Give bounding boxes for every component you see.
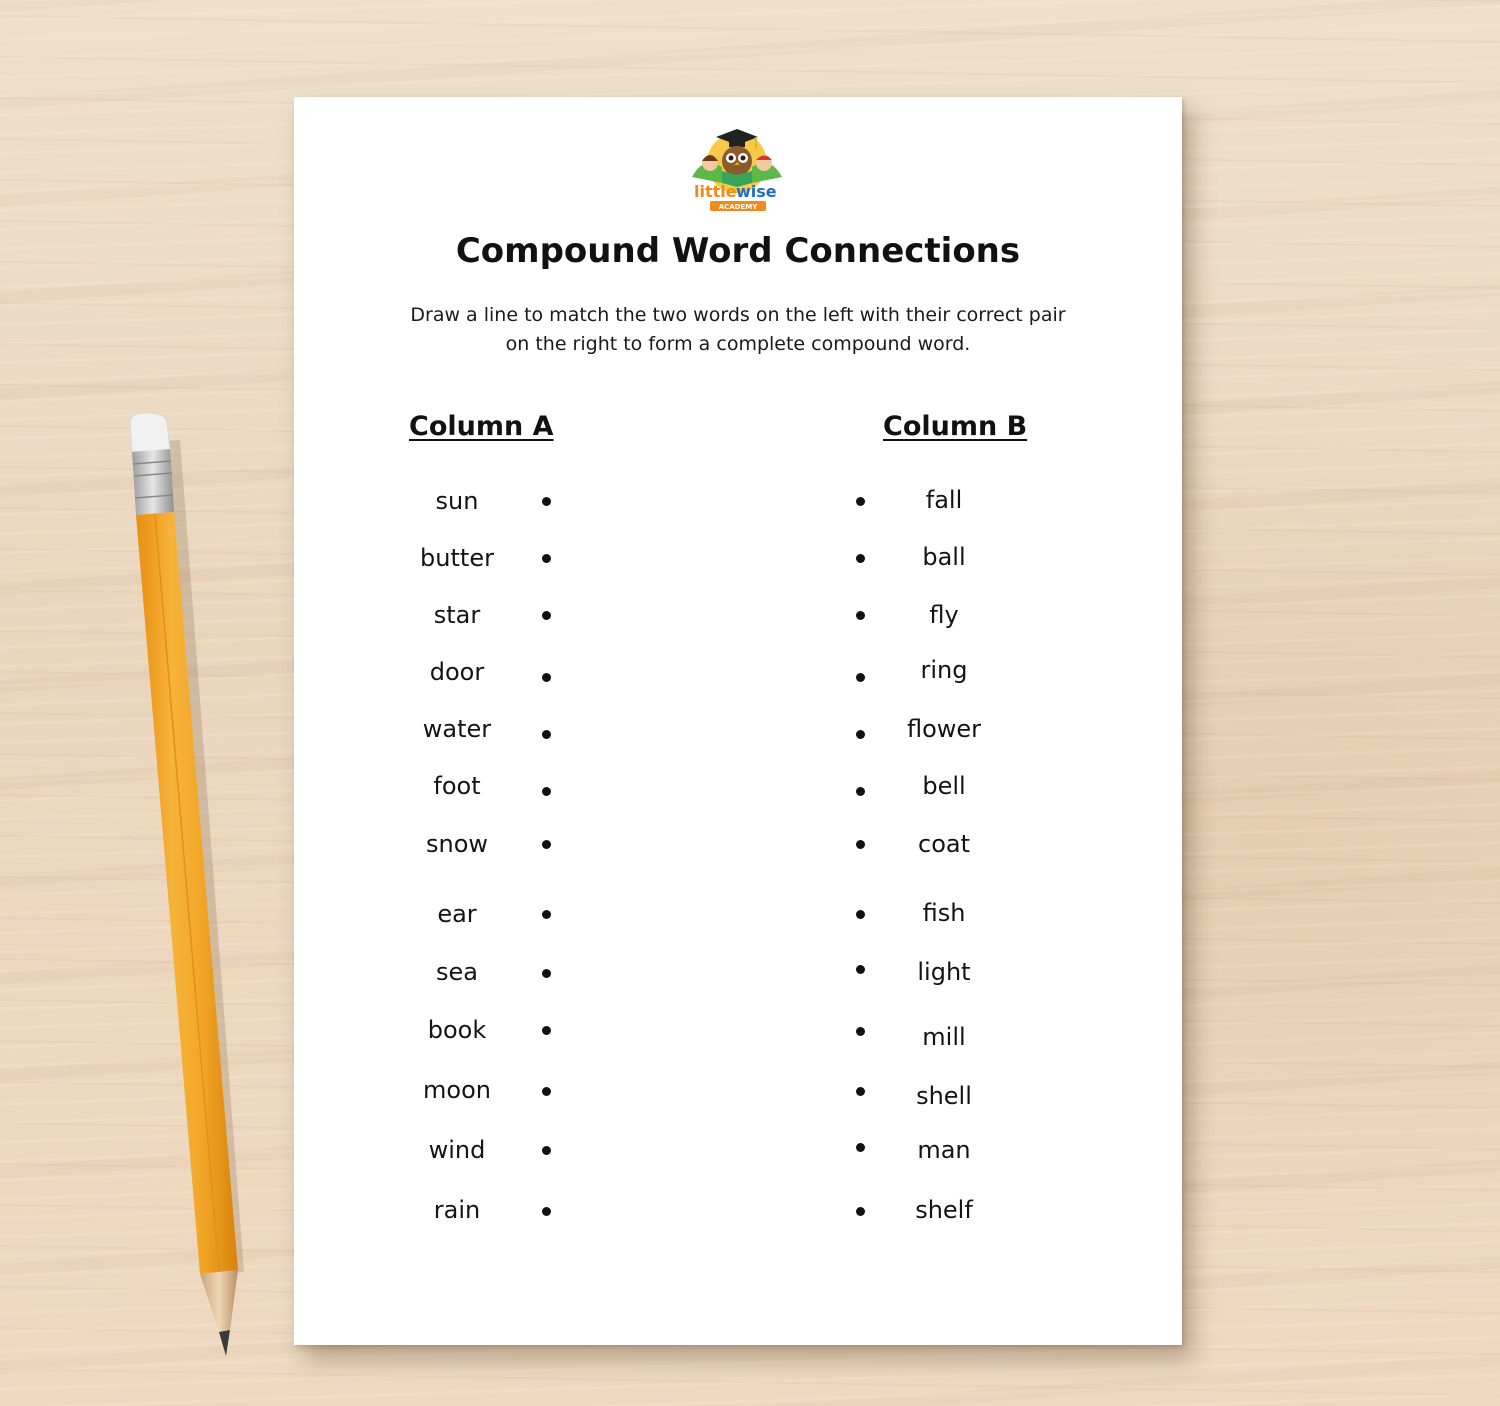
column-b-word: shell (916, 1082, 972, 1110)
column-a-word: door (429, 658, 485, 686)
column-b-word: coat (918, 830, 970, 858)
column-b-word: light (917, 958, 971, 986)
column-b-word: fish (922, 899, 966, 927)
bullet-dot-icon[interactable] (542, 910, 551, 919)
logo-word-little: little (694, 182, 737, 201)
column-a-word: book (427, 1016, 487, 1044)
bullet-dot-icon[interactable] (856, 730, 865, 739)
worksheet-paper (294, 97, 1182, 1345)
bullet-dot-icon[interactable] (856, 840, 865, 849)
bullet-dot-icon[interactable] (856, 1143, 865, 1152)
instructions-line-1: Draw a line to match the two words on the left with their correct pair (410, 304, 1066, 326)
column-a-word: moon (423, 1076, 491, 1104)
instructions-line-2: on the right to form a complete compound word. (505, 333, 971, 355)
column-b-word: ball (922, 543, 966, 571)
bullet-dot-icon[interactable] (856, 910, 865, 919)
bullet-dot-icon[interactable] (542, 1026, 551, 1035)
column-b-word: fly (929, 601, 959, 629)
column-a-word: butter (420, 544, 494, 572)
column-b-word: bell (922, 772, 966, 800)
bullet-dot-icon[interactable] (542, 1087, 551, 1096)
bullet-dot-icon[interactable] (542, 673, 551, 682)
column-a-word: star (433, 601, 481, 629)
column-b-word: shelf (915, 1196, 973, 1224)
bullet-dot-icon[interactable] (542, 969, 551, 978)
worksheet-instructions (294, 301, 1182, 359)
column-a-word: ear (437, 900, 477, 928)
column-a-word: foot (433, 772, 481, 800)
bullet-dot-icon[interactable] (856, 1027, 865, 1036)
column-b-word: fall (925, 486, 963, 514)
column-b-word: flower (906, 715, 982, 743)
bullet-dot-icon[interactable] (856, 965, 865, 974)
column-a-word: wind (428, 1136, 486, 1164)
column-a-word: sea (436, 958, 478, 986)
bullet-dot-icon[interactable] (542, 840, 551, 849)
bullet-dot-icon[interactable] (542, 730, 551, 739)
column-a-word: water (422, 715, 492, 743)
bullet-dot-icon[interactable] (542, 787, 551, 796)
column-b-word: man (917, 1136, 971, 1164)
worksheet-title: Compound Word Connections (455, 231, 1021, 271)
pencil-icon (118, 412, 248, 1362)
bullet-dot-icon[interactable] (542, 497, 551, 506)
column-a-word: snow (425, 830, 489, 858)
column-a-word: sun (435, 487, 479, 515)
column-a-word: rain (433, 1196, 481, 1224)
bullet-dot-icon[interactable] (542, 611, 551, 620)
column-b-word: ring (920, 656, 968, 684)
bullet-dot-icon[interactable] (856, 1207, 865, 1216)
column-b-word: mill (922, 1023, 966, 1051)
bullet-dot-icon[interactable] (856, 1087, 865, 1096)
bullet-dot-icon[interactable] (856, 787, 865, 796)
bullet-dot-icon[interactable] (856, 673, 865, 682)
bullet-dot-icon[interactable] (542, 554, 551, 563)
bullet-dot-icon[interactable] (542, 1146, 551, 1155)
column-b-heading: Column B (883, 411, 1028, 442)
bullet-dot-icon[interactable] (542, 1207, 551, 1216)
bullet-dot-icon[interactable] (856, 497, 865, 506)
bullet-dot-icon[interactable] (856, 554, 865, 563)
logo-word-academy: ACADEMY (718, 203, 758, 211)
logo-word-wise: wise (736, 182, 777, 201)
logo-icon (684, 127, 790, 213)
column-a-heading: Column A (409, 411, 554, 442)
bullet-dot-icon[interactable] (856, 611, 865, 620)
